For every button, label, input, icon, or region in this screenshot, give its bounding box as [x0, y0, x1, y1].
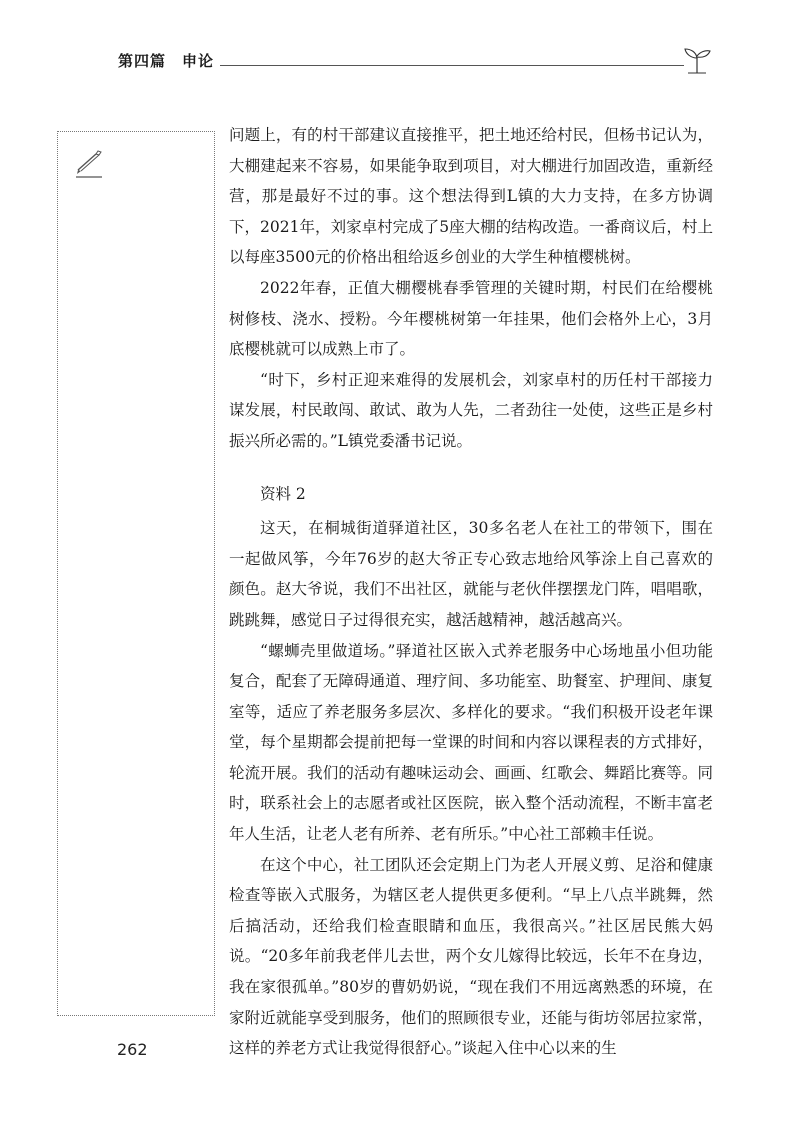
paragraph-5: “螺蛳壳里做道场。”驿道社区嵌入式养老服务中心场地虽小但功能复合，配套了无障碍通道、理疗间、多功能室、助餐室、护理间、康复室等，适应了养老服务多层次、多样化的要求。“我们积极开设老年课堂，每个星期都会提前把每一堂课的时间和内容以课程表的方式排好，轮流开展。我们的活动有趣味运动会、画画、红歌会、舞蹈比赛等。同时，联系社会上的志愿者或社区医院，嵌入整个活动流程，不断丰富老年人生活，让老人老有所养、老有所乐。”中心社工部赖丰任说。	[229, 641, 713, 844]
page-number: 262	[117, 1040, 148, 1059]
page-header	[118, 50, 712, 76]
paragraph-4: 这天，在桐城街道驿道社区，30多名老人在社工的带领下，围在一起做风筝，今年76岁的赵大爷正专心致志地给风筝涂上自己喜欢的颜色。赵大爷说，我们不出社区，就能与老伙伴摆摆龙门阵，唱唱歌，跳跳舞，感觉日子过得很充实，越活越精神，越活越高兴。	[229, 519, 713, 629]
paragraph-1: 问题上，有的村干部建议直接推平，把土地还给村民，但杨书记认为，大棚建起来不容易，如果能争取到项目，对大棚进行加固改造，重新经营，那是最好不过的事。这个想法得到L镇的大力支持，在多方协调下，2021年，刘家卓村完成了5座大棚的结构改造。一番商议后，村上以每座3500元的价格出租给返乡创业的大学生种植樱桃树。	[229, 126, 713, 267]
paragraph-3: “时下，乡村正迎来难得的发展机会，刘家卓村的历任村干部接力谋发展，村民敢闯、敢试、敢为人先，二者劲往一处使，这些正是乡村振兴所必需的。”L镇党委潘书记说。	[229, 370, 713, 450]
main-text	[229, 120, 713, 1064]
chapter-title: 第四篇 申论	[118, 52, 215, 70]
paragraph-6: 在这个中心，社工团队还会定期上门为老人开展义剪、足浴和健康检查等嵌入式服务，为辖区老人提供更多便利。“早上八点半跳舞，然后搞活动，还给我们检查眼睛和血压，我很高兴。”社区居民熊大妈说。“20多年前我老伴儿去世，两个女儿嫁得比较远，长年不在身边，我在家很孤单。”80岁的曹奶奶说，“现在我们不用远离熟悉的环境，在家附近就能享受到服务，他们的照顾很专业，还能与街坊邻居拉家常，这样的养老方式让我觉得很舒心。”谈起入住中心以来的生	[229, 855, 713, 1058]
paragraph-2: 2022年春，正值大棚樱桃春季管理的关键时期，村民们在给樱桃树修枝、浇水、授粉。今年樱桃树第一年挂果，他们会格外上心，3月底樱桃就可以成熟上市了。	[229, 278, 713, 359]
sprout-icon	[682, 46, 712, 74]
margin-note-box	[57, 131, 215, 1016]
section-heading: 资料 2	[260, 484, 306, 503]
header-rule	[220, 65, 684, 66]
pen-icon	[72, 146, 106, 180]
